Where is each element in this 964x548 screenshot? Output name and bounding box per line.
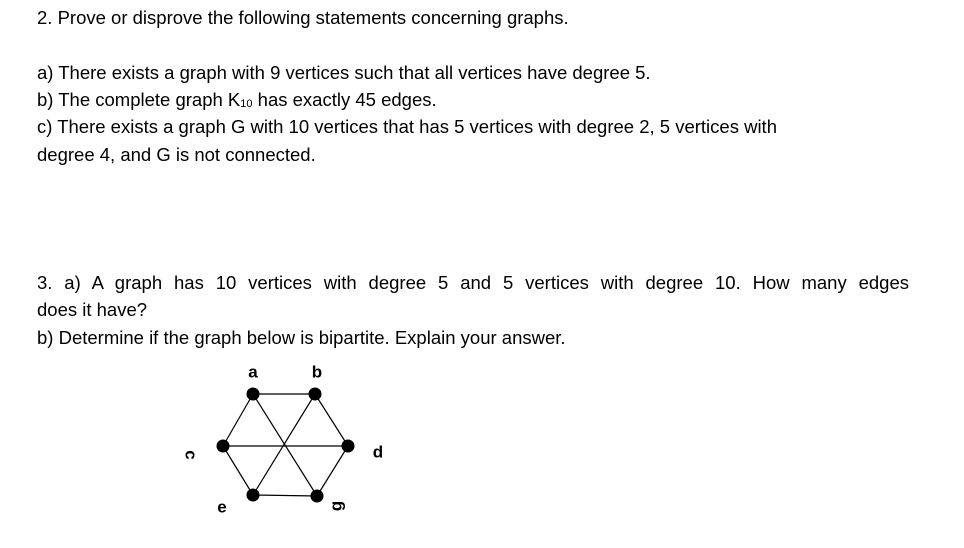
problem-2b-text-after: has exactly 45 edges. (252, 89, 437, 110)
vertex-e (247, 489, 260, 502)
vertex-label-b: b (311, 362, 323, 382)
problem-2-heading: 2. Prove or disprove the following statements concerning graphs. (37, 7, 569, 28)
vertex-label-g: g (326, 500, 346, 512)
problem-2b-subscript: 10 (240, 98, 253, 110)
edge-g-e (253, 495, 317, 496)
vertex-label-a: a (248, 362, 258, 382)
edge-c-a (223, 394, 253, 446)
problem-3a-line-2: does it have? (37, 299, 148, 320)
problem-2c-line-2: degree 4, and G is not connected. (37, 144, 316, 165)
vertex-g (311, 490, 324, 503)
vertex-d (342, 440, 355, 453)
problem-2b-text-before: b) The complete graph K (37, 89, 241, 110)
edge-b-d (315, 394, 348, 446)
vertex-label-c: c (181, 450, 201, 460)
problem-3a-line-1: 3. a) A graph has 10 vertices with degree 5 and 5 vertices with degree 10. How many edges (37, 272, 909, 293)
edge-d-g (317, 446, 348, 496)
vertex-label-e: e (217, 497, 227, 517)
vertex-label-d: d (372, 442, 384, 462)
problem-3b: b) Determine if the graph below is bipartite. Explain your answer. (37, 327, 566, 348)
problem-2a: a) There exists a graph with 9 vertices such that all vertices have degree 5. (37, 62, 651, 83)
vertex-c (217, 440, 230, 453)
problem-2c-line-1: c) There exists a graph G with 10 vertices that has 5 vertices with degree 2, 5 vertices with (37, 116, 777, 137)
vertex-a (247, 388, 260, 401)
vertex-b (309, 388, 322, 401)
edge-e-c (223, 446, 253, 495)
edge-a-g (253, 394, 317, 496)
